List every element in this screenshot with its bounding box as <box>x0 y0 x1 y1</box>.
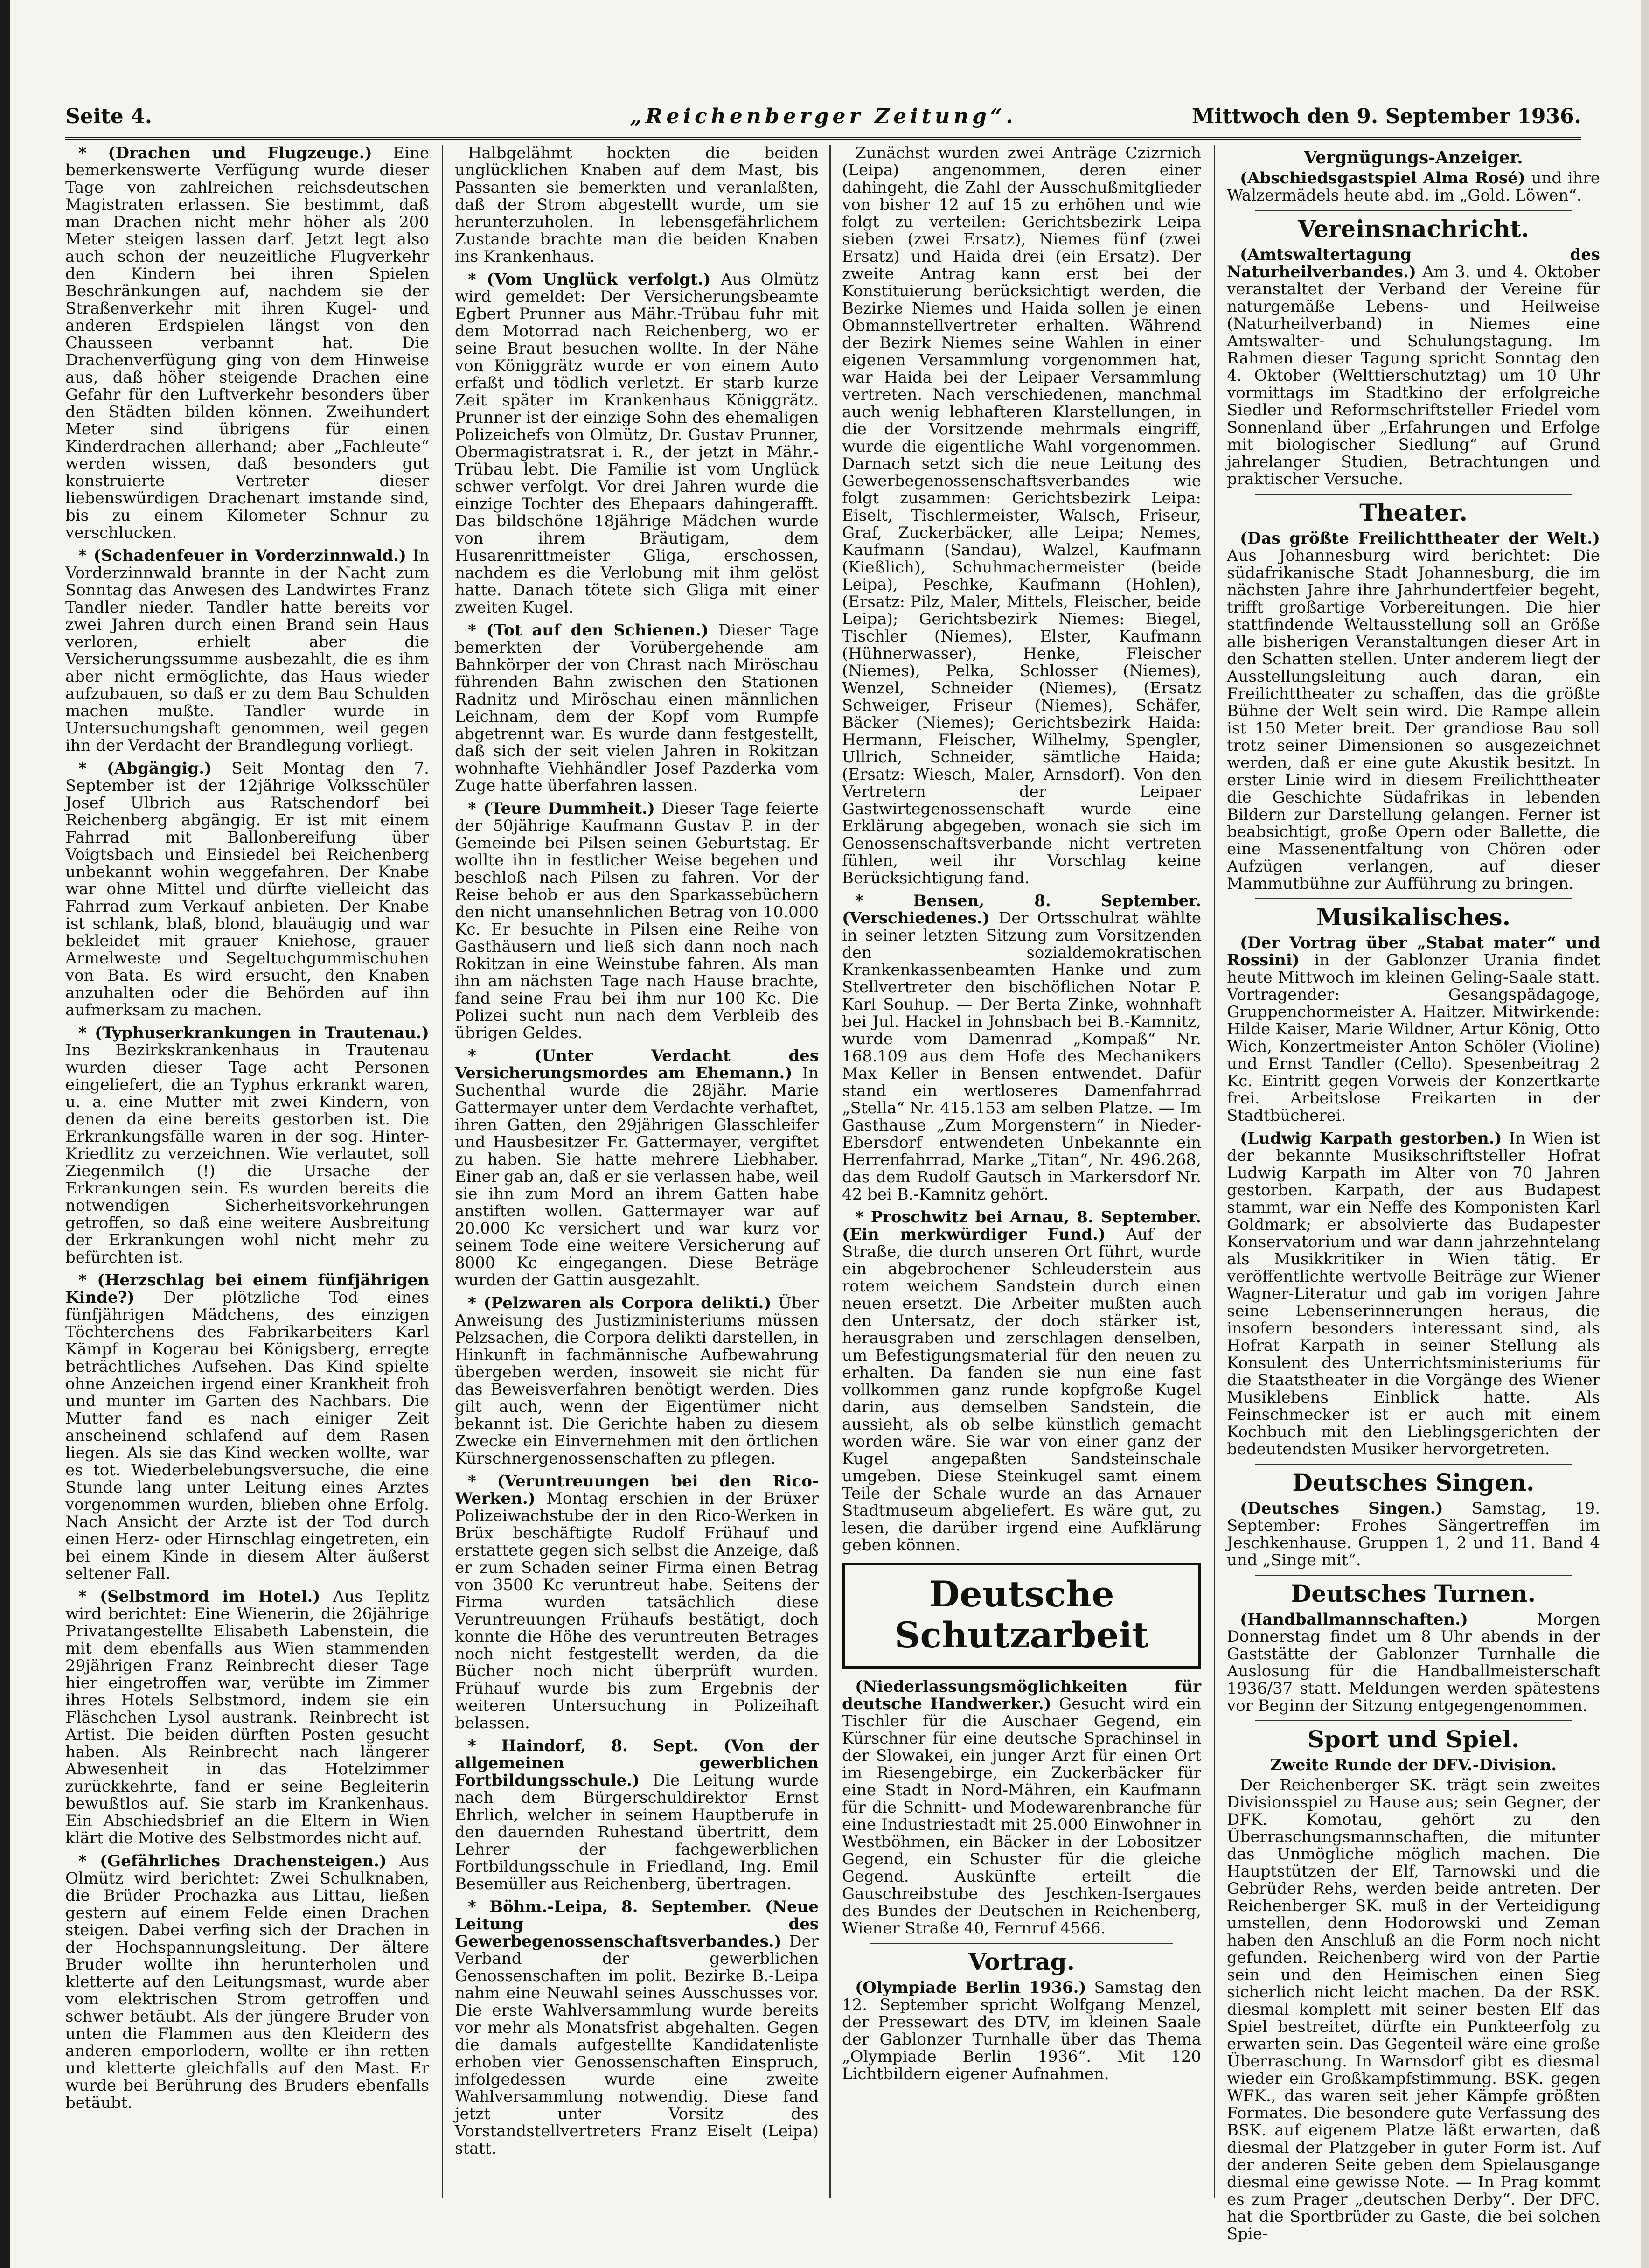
section-title-deutsches-turnen: Deutsches Turnen. <box>1291 1580 1536 1607</box>
issue-date: Mittwoch den 9. September 1936. <box>1191 105 1581 128</box>
article-text: Samstag, 19. September: Frohes Sängertreffen im Jeschkenhause. Gruppen 1, 2 und 11. Band 4 und „Singe mit“. <box>1227 1499 1600 1570</box>
article-head: * (Typhuserkrankungen in Trautenau.) <box>78 1024 429 1042</box>
article <box>842 1209 1201 1554</box>
article-text: Der Ortsschulrat wählte in seiner letzten Sitzung zum Vorsitzenden den sozialdemokratischen Krankenkassenbeamten Hanke und zum Stellvertreter den bischöflichen Notar P. Karl Souhup. — Der Berta Zinke, wohnhaft bei Jul. Hackel in Johnsbach bei B.-Kamnitz, wurde vom Damenrad „Kompaß“ Nr. 168.109 aus dem Hofe des Mechanikers Max Keller in Bensen entwendet. Dafür stand ein wertloseres Damenfahrrad „Stella“ Nr. 415.153 am selben Platze. — Im Gasthause „Zum Morgenstern“ in Nieder-Ebersdorf entwendeten Unbekannte ein Herrenfahrrad, Marke „Titan“, Nr. 496.268, das dem Rudolf Gautsch in Markersdorf Nr. 42 bei B.-Kamnitz gehört. <box>842 909 1202 1204</box>
article-text: Der Verband der gewerblichen Genossenschaften im polit. Bezirke B.-Leipa nahm eine Neuwahl seines Ausschusses vor. Die erste Wahlversammlung wurde bereits vor mehr als Monatsfrist abgehalten. Gegen die damals aufgestellte Kandidatenliste erhoben vier Genossenschaften Einspruch, infolgedessen wurde eine zweite Wahlversammlung notwendig. Diese fand jetzt unter Vorsitz des Vorstandstellvertreters Franz Eiselt (Leipa) statt. <box>455 1932 819 2158</box>
article <box>65 760 429 1019</box>
article-head: (Ludwig Karpath gestorben.) <box>1240 1129 1502 1148</box>
section-title-vergnuegungs-anzeiger: Vergnügungs-Anzeiger. <box>1304 148 1523 167</box>
section-title-deutsches-singen: Deutsches Singen. <box>1292 1469 1535 1496</box>
article-text: Zunächst wurden zwei Anträge Czizrnich (Leipa) angenommen, deren einer dahingeht, die Zahl der Ausschußmitglieder von bisher 12 auf 15 zu erhöhen und wie folgt zu verteilen: Gerichtsbezirk Leipa sieben (zwei Ersatz), Niemes fünf (zwei Ersatz) und Haida drei (ein Ersatz). Der zweite Antrag kann erst bei der Konstituierung berücksichtigt werden, die Bezirke Niemes und Haida sollen je einen Obmannstellvertreter erhalten. Während der Bezirk Niemes seine Wahlen in einer eigenen Versammlung vorgenommen hat, war Haida bei der Leipaer Versammlung vertreten. Nach verschiedenen, manchmal auch wenig lebhafteren Klarstellungen, in die der Vorsitzende mehrmals eingriff, wurde die eigentliche Wahl vorgenommen. Darnach setzt sich die neue Leitung des Gewerbegenossenschaftsverbandes wie folgt zusammen: Gerichtsbezirk Leipa: Eiselt, Tischlermeister, Walsch, Friseur, Graf, Zuckerbäcker, alle Leipa; Nemes, Kaufmann (Sandau), Walzel, Kaufmann (Kießlich), Schuhmachermeister (beide Leipa), Peschke, Kaufmann (Hohlen), (Ersatz: Pilz, Maler, Mittels, Fleischer, beide Leipa); Gerichtsbezirk Niemes: Biegel, Tischler (Niemes), Elster, Kaufmann (Hühnerwasser), Henke, Fleischer (Niemes), Pelka, Schlosser (Niemes), Wenzel, Schneider (Niemes), (Ersatz Schweiger, Friseur (Niemes), Schäfer, Bäcker (Niemes); Gerichtsbezirk Haida: Hermann, Fleischer, Wilhelmy, Spengler, Ullrich, Schneider, sämtliche Haida; (Ersatz: Wiesch, Maler, Arnsdorf). Von den Vertretern der Leipaer Gastwirtegenossenschaft wurde eine Erklärung abgegeben, wonach sie sich im Genossenschaftsverbande nicht vertreten fühlen, weil ihr Vorschlag keine Berücksichtigung fand. <box>842 144 1201 887</box>
article-head: * (Drachen und Flugzeuge.) <box>78 144 372 162</box>
article <box>455 271 819 616</box>
article-head: (Handballmannschaften.) <box>1240 1610 1468 1629</box>
article <box>65 1025 429 1266</box>
article-text: Am 3. und 4. Oktober veranstaltet der Verband der Vereine für naturgemäße Lebens- und Heilweise (Naturheilverband) in Niemes eine Amtswalter- und Schulungstagung. Im Rahmen dieser Tagung spricht Sonntag den 4. Oktober (Welttierschutztag) um 10 Uhr vormittags im Stadtkino der erfolgreiche Siedler und Reformschriftsteller Friedel vom Sonnenland über „Erfahrungen und Erfolge mit biologischer Siedlung“ auf Grund jahrelanger Studien, Betrachtungen und praktischer Versuche. <box>1227 263 1600 488</box>
section-box-deutsche-schutzarbeit: Deutsche Schutzarbeit <box>842 1563 1201 1669</box>
article-head: * (Abgängig.) <box>78 759 212 778</box>
article <box>65 1272 429 1583</box>
article <box>1227 246 1600 488</box>
article <box>65 1853 429 2112</box>
article-head: (Niederlassungsmöglichkeiten für deutsche Handwerker.) <box>842 1677 1201 1713</box>
article-head: (Deutsches Singen.) <box>1240 1499 1443 1518</box>
article <box>842 145 1201 887</box>
article-text: Aus Johannesburg wird berichtet: Die südafrikanische Stadt Johannesburg, die im nächsten Jahre ihre Jahrhundertfeier begeht, trifft großartige Vorbereitungen. Die hier stattfindende Weltausstellung soll an Größe alle bisherigen Veranstaltungen dieser Art in den Schatten stellen. Unter anderem liegt der Ausstellungsleitung auch daran, ein Freilichttheater zu schaffen, das die größte Bühne der Welt sein wird. Die Rampe allein ist 150 Meter breit. Der grandiose Bau soll trotz seiner Dimensionen so ausgezeichnet werden, daß er eine gute Akustik besitzt. In erster Linie wird in diesem Freilichttheater die Geschichte Südafrikas in lebenden Bildern zur Darstellung gelangen. Ferner ist beabsichtigt, große Opern oder Ballette, die eine Massenentfaltung von Chören oder Aufzügen verlangen, auf dieser Mammutbühne zur Aufführung zu bringen. <box>1227 546 1600 893</box>
article <box>455 145 819 265</box>
article-text: Seit Montag den 7. September ist der 12jährige Volksschüler Josef Ulbrich aus Ratschendorf bei Reichenberg abgängig. Er ist mit einem Fahrrad mit Ballonbereifung über Voigtsbach und Einsiedel bei Reichenberg unbekannt wohin weggefahren. Der Knabe war ohne Mittel und dürfte vielleicht das Fahrrad zum Verkauf anbieten. Der Knabe ist schlank, blaß, blond, blauäugig und war bekleidet mit grauer Kniehose, grauer Armelweste und Segeltuchgummischuhen von Bata. Es wird ersucht, den Knaben anzuhalten oder die Behörden auf ihn aufmerksam zu machen. <box>65 759 429 1019</box>
article-text: in der Gablonzer Urania findet heute Mittwoch im kleinen Geling-Saale statt. Vortragender: Gesangspädagoge, Gruppenchormeister A. Haitzer. Mitwirkende: Hilde Kaiser, Marie Wildner, Artur König, Otto Wich, Konzertmeister Anton Schöler (Violine) und Ernst Tandler (Cello). Spesenbeitrag 2 Kc. Eintritt gegen Vorweis der Konzertkarte frei. Arbeitslose Freikarten in der Stadtbücherei. <box>1227 951 1600 1125</box>
article-text: und ihre Walzermädels heute abd. im „Gold. Löwen“. <box>1227 169 1600 205</box>
section-title-musikalisches: Musikalisches. <box>1316 903 1511 931</box>
column-3 <box>842 145 1201 2198</box>
divider <box>1255 1464 1572 1465</box>
article-text: In Suchenthal wurde die 28jähr. Marie Gattermayer unter dem Verdachte verhaftet, ihren Gatten, den 29jährigen Glasschleifer und Hausbesitzer Fr. Gattermayer, vergiftet zu haben. Sie hatte mehrere Liebhaber. Einer gab an, daß er sie verlassen habe, weil sie ihn zum Mord an ihrem Gatten habe anstiften wollen. Gattermayer war auf 20.000 Kc versichert und war kurz vor seinem Tode eine weitere Versicherung auf 8000 Kc eingegangen. Diese Beträge wurden der Gattin ausgezahlt. <box>455 1064 819 1290</box>
column-rule <box>442 145 443 2198</box>
article-head: * (Veruntreuungen bei den Rico-Werken.) <box>455 1472 819 1508</box>
divider <box>870 1943 1173 1944</box>
article-text: Ins Bezirkskrankenhaus in Trautenau wurden dieser Tage acht Personen eingeliefert, die an Typhus erkrankt waren, u. a. eine Mutter mit zwei Kindern, von denen da eine bereits gestorben ist. Die Erkrankungsfälle waren in der sog. Hinter-Kriedlitz zu verzeichnen. Wie verlautet, soll Ziegenmilch (!) die Ursache der Erkrankungen sein. Es wurden bereits die notwendigen Sicherheitsvorkehrungen getroffen, so daß eine weitere Ausbreitung der Erkrankungen wohl nicht mehr zu befürchten ist. <box>65 1041 429 1267</box>
section-title-theater: Theater. <box>1359 499 1468 526</box>
article-head: * (Schadenfeuer in Vorderzinnwald.) <box>78 546 406 565</box>
article-text: Die Leitung wurde nach dem Bürgerschuldirektor Ernst Ehrlich, welcher in seinem Hauptberufe in den dauernden Ruhestand übertritt, dem Lehrer der fachgewerblichen Fortbildungsschule in Friedland, Ing. Emil Besemüller aus Reichenberg, übertragen. <box>455 1771 819 1893</box>
section-title-vereinsnachricht: Vereinsnachricht. <box>1298 215 1529 243</box>
article-head: * (Herzschlag bei einem fünfjährigen Kinde?) <box>65 1271 429 1307</box>
article <box>842 1979 1201 2083</box>
article-text: Auf der Straße, die durch unseren Ort führt, wurde ein abgebrochener Schleuderstein aus rotem weichem Sandstein durch einen neuen ersetzt. Die Arbeiter mußten auch den Untersatz, der doch stärker ist, herausgraben und zerschlagen denselben, um Befestigungsmaterial für den neuen zu erhalten. Da fanden sie nun eine fast vollkommen ganz runde kopfgroße Kugel darin, aus demselben Sandstein, die aussieht, als ob selbe künstlich gemacht worden wäre. Sie war von einer ganz der Kugel angepaßten Sandsteinschale umgeben. Diese Steinkugel samt einem Teile der Schale wurde an das Arnauer Stadtmuseum abgeliefert. Es wäre gut, zu lesen, die darüber irgend eine Aufklärung geben können. <box>842 1225 1202 1555</box>
divider <box>1255 898 1572 899</box>
article-text: Dieser Tage bemerkten der Vorübergehende am Bahnkörper der von Chrast nach Miröschau führenden Bahn zwischen den Stationen Radnitz und Miröschau einen männlichen Leichnam, dem der Kopf vom Rumpfe abgetrennt war. Es wurde dann festgestellt, daß sich der seit vielen Jahren in Rokitzan wohnhafte Viehhändler Josef Pazderka vom Zuge hatte überfahren lassen. <box>455 621 819 795</box>
article-head: (Olympiade Berlin 1936.) <box>855 1978 1086 1997</box>
divider <box>1255 1575 1572 1576</box>
article <box>842 893 1201 1203</box>
section-title-sport-und-spiel: Sport und Spiel. <box>1307 1725 1520 1753</box>
article-text: Aus Teplitz wird berichtet: Eine Wienerin, die 26jährige Privatangestellte Elisabeth Labenstein, die mit dem ebenfalls aus Wien stammenden 29jährigen Franz Reinbrecht dieser Tage hier eingetroffen war, verübte im Zimmer ihres Hotels Selbstmord, indem sie ein Fläschchen Lysol austrank. Reinbrecht ist Artist. Die beiden dürften Posten gesucht haben. Als Reinbrecht nach längerer Abwesenheit in das Hotelzimmer zurückkehrte, fand er seine Begleiterin bewußtlos auf. Sie starb im Krankenhaus. Ein Abschiedsbrief an die Eltern in Wien klärt die Motive des Selbstmordes nicht auf. <box>65 1587 430 1848</box>
article <box>1227 1500 1600 1569</box>
divider <box>1255 1720 1572 1721</box>
article <box>455 1047 819 1289</box>
article <box>1227 1611 1600 1715</box>
article-text: Über Anweisung des Justizministeriums müssen Pelzsachen, die Corpora delikti darstellen, in Hinkunft in fachmännische Aufbewahrung übergeben werden, insoweit sie nicht für das Beweisverfahren benötigt werden. Dies gilt auch, wenn der Eigentümer nicht bekannt ist. Die Gerichte haben zu diesem Zwecke ein Einvernehmen mit den örtlichen Kürschnergenossenschaften zu pflegen. <box>455 1294 819 1468</box>
article-text: Eine bemerkenswerte Verfügung wurde dieser Tage von zahlreichen reichsdeutschen Magistraten erlassen. Sie bestimmt, daß man Drachen nicht mehr höher als 200 Meter steigen lassen darf. Jetzt legt also auch schon der neuzeitliche Flugverkehr den Kindern bei ihren Spielen Beschränkungen auf, nachdem sie der Straßenverkehr mit ihren Kugel- und anderen Erdspielen längst von den Chausseen verbannt hat. Die Drachenverfügung ging von dem Hinweise aus, daß höher steigende Drachen eine Gefahr für den Luftverkehr besonders über den Städten bilden können. Zweihundert Meter sind übrigens für einen Kinderdrachen allerhand; aber „Fachleute“ werden wissen, daß besonders gut konstruierte Vertreter dieser liebenswürdigen Drachenart imstande sind, bis zu einem Kilometer Schnur zu verschlucken. <box>65 144 429 542</box>
article-text: Dieser Tage feierte der 50jährige Kaufmann Gustav P. in der Gemeinde bei Pilsen seinen Geburtstag. Er wollte ihn in festlicher Weise begehen und beschloß nach Pilsen zu fahren. Vor der Reise behob er aus den Sparkassebüchern den nicht unansehnlichen Betrag von 10.000 Kc. Er besuchte in Pilsen eine Reihe von Gasthäusern und ließ sich dann noch nach Rokitzan in eine Weinstube fahren. Als man ihn am nächsten Tage nach Hause brachte, fand seine Frau bei ihm nur 100 Kc. Die Polizei sucht nun nach dem Verbleib des übrigen Geldes. <box>455 799 819 1042</box>
article-text: Gesucht wird ein Tischler für die Auschaer Gegend, ein Kürschner für eine deutsche Sprachinsel in der Slowakei, ein junger Arzt für einen Ort im Riesengebirge, ein Zuckerbäcker für eine Stadt in Nord-Mähren, ein Kaufmann für die Schnitt- und Modewarenbranche für eine Industriestadt mit 25.000 Einwohner in Westböhmen, ein Bäcker in der Lobositzer Gegend, ein Schuster für die gleiche Gegend. Auskünfte erteilt die Gauschreibstube des Jeschken-Isergaues des Bundes der Deutschen in Reichenberg, Wiener Straße 40, Fernruf 4566. <box>842 1695 1202 1938</box>
section-subtitle: Zweite Runde der DFV.-Division. <box>1270 1756 1557 1774</box>
article-head: * Haindorf, 8. Sept. (Von der allgemeinen gewerblichen Fortbildungsschule.) <box>455 1737 819 1790</box>
article-text: Montag erschien in der Brüxer Polizeiwachstube der in den Rico-Werken in Brüx beschäftigte Rudolf Frühauf und erstattete gegen sich selbst die Anzeige, daß er zum Schaden seiner Firma einen Betrag von 3500 Kc veruntreut habe. Seitens der Firma wurden tatsächlich diese Veruntreuungen Frühaufs bestätigt, doch konnte die Höhe des veruntreuten Betrages noch nicht festgestellt werden, da die Bücher noch nicht überprüft wurden. Frühauf wurde bis zum Ergebnis der weiteren Untersuchung in Polizeihaft belassen. <box>455 1489 819 1732</box>
article-text: Halbgelähmt hockten die beiden unglücklichen Knaben auf dem Mast, bis Passanten sie bemerkten und veranlaßten, daß der Strom abgestellt wurde, um sie herunterzuholen. In lebensgefährlichem Zustande brachte man die beiden Knaben ins Krankenhaus. <box>455 144 819 266</box>
article-text: Der plötzliche Tod eines fünfjährigen Mädchens, des einzigen Töchterchens des Fabrikarbeiters Karl Kämpf in Kogerau bei Königsberg, erregte beträchtliches Aufsehen. Das Kind spielte ohne Anzeichen irgend einer Krankheit froh und munter im Garten des Nachbars. Die Mutter fand es nach einiger Zeit anscheinend schlafend auf dem Rasen liegen. Als sie das Kind wecken wollte, war es tot. Wiederbelebungsversuche, die eine Stunde lang unter Leitung eines Arztes vorgenommen wurden, blieben ohne Erfolg. Nach Ansicht der Arzte ist der Tod durch einen Herz- oder Hirnschlag eingetreten, ein bei einem Kinde in diesem Alter äußerst seltener Fall. <box>65 1288 429 1583</box>
section-title-vortrag: Vortrag. <box>968 1948 1075 1975</box>
article-text: Aus Olmütz wird gemeldet: Der Versicherungsbeamte Egbert Prunner aus Mähr.-Trübau fuhr mit dem Motorrad nach Reichenberg, wo er seine Braut besuchen wollte. In der Nähe von Königgrätz wurde er von einem Auto erfaßt und tödlich verletzt. Er starb kurze Zeit später im Krankenhaus Königgrätz. Prunner ist der einzige Sohn des ehemaligen Polizeichefs von Olmütz, Dr. Gustav Prunner, Obermagistratsrat i. R., der jetzt in Mähr.-Trübau lebt. Die Familie ist vom Unglück schwer verfolgt. Vor drei Jahren wurde die einzige Tochter des Ehepaars dahingerafft. Das bildschöne 18jährige Mädchen wurde von ihrem Bräutigam, dem Husarenrittmeister Gliga, erschossen, nachdem es die Verlobung mit ihm gelöst hatte. Danach tötete sich Gliga mit einer zweiten Kugel. <box>455 270 819 617</box>
article-head: (Der Vortrag über „Stabat mater“ und Rossini) <box>1227 934 1600 970</box>
article-text: Samstag den 12. September spricht Wolfgang Menzel, der Pressewart des DTV, im kleinen Saale der Gablonzer Turnhalle über das Thema „Olympiade Berlin 1936“. Mit 120 Lichtbildern eigener Aufnahmen. <box>842 1978 1202 2083</box>
article <box>455 800 819 1042</box>
scan-edge-left <box>0 0 10 2268</box>
page-header <box>65 100 1581 140</box>
article-text: In Vorderzinnwald brannte in der Nacht zum Sonntag das Anwesen des Landwirtes Franz Tandler nieder. Tandler hatte bereits vor zwei Jahren durch einen Brand sein Haus verloren, erhielt aber die Versicherungssumme ausbezahlt, die es ihm aber nicht ermöglichte, das Haus wieder aufzubauen, so daß er zu dem Bau Schulden machen mußte. Tandler wurde in Untersuchungshaft genommen, weil gegen ihn der Verdacht der Brandlegung vorliegt. <box>65 546 429 755</box>
article <box>1227 170 1600 204</box>
article <box>455 622 819 795</box>
article-head: * (Teure Dummheit.) <box>468 799 655 818</box>
article <box>455 1473 819 1732</box>
article-head: (Das größte Freilichttheater der Welt.) <box>1240 529 1600 548</box>
article-head: * (Unter Verdacht des Versicherungsmordes am Ehemann.) <box>455 1047 819 1082</box>
column-4 <box>1227 145 1600 2243</box>
page-number: Seite 4. <box>65 105 153 128</box>
divider <box>1255 494 1572 495</box>
article <box>842 1678 1201 1937</box>
column-2 <box>455 145 819 2198</box>
article <box>65 1588 429 1847</box>
article-head: * Böhm.-Leipa, 8. September. (Neue Leitung des Gewerbegenossenschaftsverbandes.) <box>455 1898 819 1951</box>
article <box>455 1898 819 2157</box>
article <box>65 145 429 542</box>
article-head: * Proschwitz bei Arnau, 8. September. (Ein merkwürdiger Fund.) <box>842 1208 1201 1244</box>
article-head: * (Gefährliches Drachensteigen.) <box>78 1852 387 1870</box>
article-head: (Abschiedsgastspiel Alma Rosé) <box>1240 169 1525 188</box>
article-text: In Wien ist der bekannte Musikschriftsteller Hofrat Ludwig Karpath im Alter von 70 Jahren gestorben. Karpath, der aus Budapest stammt, war ein Neffe des Komponisten Karl Goldmark; er absolvierte das Budapester Konservatorium und war dann jahrzehntelang als Musikkritiker in Wien tätig. Er veröffentlichte wertvolle Beiträge zur Wiener Wagner-Literatur und gab im vorigen Jahre seine Lebenserinnerungen heraus, die insofern besonders interessant sind, als Hofrat Karpath in seiner Stellung als Konsulent des Unterrichtsministeriums für die Staatstheater in die Vorgänge des Wiener Musiklebens Einblick hatte. Als Feinschmecker ist er auch mit einem Kochbuch mit den Lieblingsgerichten der bedeutendsten Musiker hervorgetreten. <box>1227 1129 1600 1458</box>
article-text: Der Reichenberger SK. trägt sein zweites Divisionsspiel zu Hause aus; sein Gegner, der DFK. Komotau, gehört zu den Überraschungsmannschaften, die mitunter das Unmögliche möglich machen. Die Hauptstützen der Elf, Tarnowski und die Gebrüder Rehs, werden beide antreten. Der Reichenberger SK. muß in der Verteidigung umstellen, denn Hodorowski und Zeman haben den Anschluß an die Form noch nicht gefunden. Reichenberg wird von der Partie sein und den Heimischen einen Sieg sicherlich nicht leicht machen. Da der RSK. diesmal komplett mit seiner besten Elf das Spiel bestreitet, dürfte ein Punkteerfolg zu erwarten sein. Das Gegenteil wäre eine große Überraschung. In Warnsdorf gibt es diesmal wieder ein Großkampfstimmung. BSK. gegen WFK., das waren seit jeher Kämpfe größten Formates. Die besondere gute Verfassung des BSK. auf eigenem Platze läßt erwarten, daß diesmal der Platzgeber in guter Form ist. Auf der anderen Seite geben dem Spielausgange diesmal eine gewisse Note. — In Prag kommt es zum Prager „deutschen Derby“. Der DFC. hat die Sportbrüder zu Gaste, die bei solchen Spie- <box>1227 1776 1600 2243</box>
article <box>65 547 429 754</box>
article <box>455 1295 819 1467</box>
article-head: * (Selbstmord im Hotel.) <box>78 1587 320 1606</box>
divider <box>1255 210 1572 211</box>
article-text: Morgen Donnerstag findet um 8 Uhr abends in der Gaststätte der Gablonzer Turnhalle die Auslosung für die Handballmeisterschaft 1936/37 statt. Meldungen werden spätestens vor Beginn der Sitzung entgegengenommen. <box>1227 1610 1600 1715</box>
article-text: Aus Olmütz wird berichtet: Zwei Schulknaben, die Brüder Prochazka aus Littau, ließen gestern auf einem Felde einen Drachen steigen. Dabei verfing sich der Drachen in der Hochspannungsleitung. Der ältere Bruder wollte ihn herunterholen und kletterte auf den Leitungsmast, wurde aber vom elektrischen Strom getroffen und schwer betäubt. Als der jüngere Bruder von unten die Flammen aus den Kleidern des anderen emporlodern, wollte er ihn retten und kletterte gleichfalls auf den Mast. Er wurde bei Berührung des Bruders ebenfalls betäubt. <box>65 1852 430 2112</box>
article <box>1227 1130 1600 1458</box>
column-1 <box>65 145 429 2198</box>
article-head: * (Pelzwaren als Corpora delikti.) <box>468 1294 772 1312</box>
article <box>1227 530 1600 893</box>
article-head: * (Tot auf den Schienen.) <box>468 621 709 640</box>
column-rule <box>1214 145 1215 2198</box>
column-3-articles <box>842 145 1201 1554</box>
article-head: * Bensen, 8. September. (Verschiedenes.) <box>842 892 1201 928</box>
column-rule <box>829 145 831 2198</box>
scan-edge-right <box>1641 0 1649 2268</box>
article-head: * (Vom Unglück verfolgt.) <box>468 270 711 289</box>
article <box>455 1738 819 1893</box>
article-head: (Amtswaltertagung des Naturheilverbandes.) <box>1227 245 1600 281</box>
newspaper-title: „Reichenberger Zeitung“. <box>630 105 1017 128</box>
article <box>1227 935 1600 1124</box>
article <box>1227 1777 1600 2243</box>
